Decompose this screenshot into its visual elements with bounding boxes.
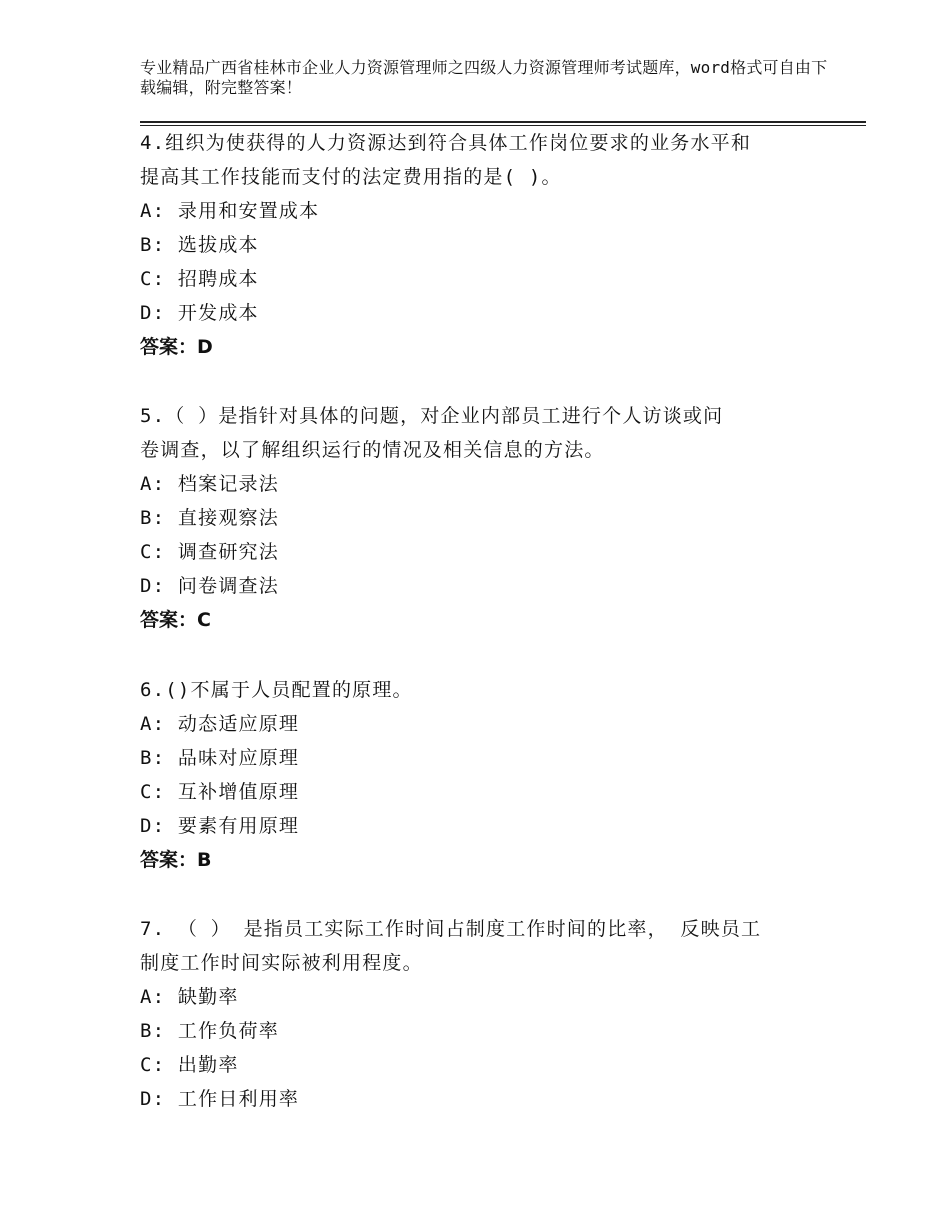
answer-line: [140, 330, 820, 364]
question-stem-line: 提高其工作技能而支付的法定费用指的是( )。: [140, 166, 562, 188]
answer-value: B: [197, 849, 212, 871]
option-b: B: 选拔成本: [140, 234, 259, 256]
option-d: D: 要素有用原理: [140, 815, 300, 837]
question-4: [140, 126, 820, 364]
question-stem-line: 卷调查，以了解组织运行的情况及相关信息的方法。: [140, 439, 605, 461]
option-a: A: 动态适应原理: [140, 713, 300, 735]
question-stem-line: 制度工作时间实际被利用程度。: [140, 952, 423, 974]
question-stem-line: 5.（ ）是指针对具体的问题，对企业内部员工进行个人访谈或问: [140, 405, 724, 427]
answer-value: D: [197, 336, 213, 358]
answer-label: 答案：: [140, 336, 198, 358]
option-d: D: 问卷调查法: [140, 575, 279, 597]
header-title: 专业精品广西省桂林市企业人力资源管理师之四级人力资源管理师考试题库，word格式可自由下载编辑，附完整答案！: [140, 58, 828, 97]
question-stem-line: 7. （ ） 是指员工实际工作时间占制度工作时间的比率， 反映员工: [140, 918, 762, 940]
option-c: C: 互补增值原理: [140, 781, 300, 803]
answer-value: C: [197, 609, 211, 631]
document-header: [140, 58, 830, 98]
option-a: A: 缺勤率: [140, 986, 239, 1008]
answer-label: 答案：: [140, 609, 198, 631]
question-7: [140, 912, 820, 1116]
answer-line: [140, 843, 820, 877]
question-stem-line: 4.组织为使获得的人力资源达到符合具体工作岗位要求的业务水平和: [140, 132, 752, 154]
option-b: B: 品味对应原理: [140, 747, 300, 769]
option-d: D: 开发成本: [140, 302, 259, 324]
option-c: C: 招聘成本: [140, 268, 259, 290]
option-b: B: 直接观察法: [140, 507, 279, 529]
question-6: [140, 673, 820, 877]
option-a: A: 录用和安置成本: [140, 200, 320, 222]
question-5: [140, 399, 820, 637]
option-b: B: 工作负荷率: [140, 1020, 279, 1042]
option-c: C: 调查研究法: [140, 541, 279, 563]
option-d: D: 工作日利用率: [140, 1088, 300, 1110]
answer-line: [140, 603, 820, 637]
question-stem-line: 6.()不属于人员配置的原理。: [140, 679, 413, 701]
option-a: A: 档案记录法: [140, 473, 279, 495]
option-c: C: 出勤率: [140, 1054, 239, 1076]
answer-label: 答案：: [140, 849, 198, 871]
header-divider-thick: [140, 121, 866, 123]
